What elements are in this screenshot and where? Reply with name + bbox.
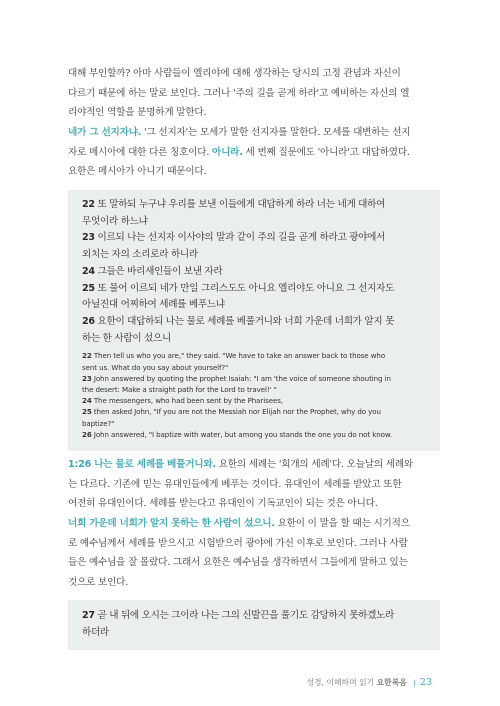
verse-23-korean [82, 230, 428, 263]
verse-number: 22 [82, 351, 92, 361]
verse-text: 외치는 자의 소리로라 하니라 [82, 249, 198, 261]
paragraph-prophet [68, 123, 432, 182]
verse-text: baptize?" [82, 418, 115, 428]
highlight-heading: 너희 가운데 너희가 알지 못하는 한 사람이 섰으니. [68, 518, 275, 529]
verse-text: Then tell us who you are," they said. "We have to take an answer back to those who [93, 351, 386, 361]
verse-text: 요한이 대답하되 나는 물로 세례를 베풀거니와 너희 가운데 너희가 알지 못 [97, 315, 395, 327]
verse-text: 하는 한 사람이 섰으니 [82, 332, 171, 344]
verse-number: 25 [82, 407, 92, 417]
text-line: 대해 부인할까? 아마 사람들이 엘리야에 대해 생각하는 당시의 고정 관념과 자신이 [68, 68, 401, 79]
paragraph-among-you [68, 514, 432, 593]
text-line: 여전히 유대인이다. 세례를 받는다고 유대인이 기독교인이 되는 것은 아니다. [68, 498, 378, 510]
verse-text: 무엇이라 하느냐 [82, 215, 148, 227]
book-series-title: 성경, 이해하며 읽기 [306, 678, 375, 687]
text-span: 세 번째 질문에도 '아니라'고 대답하였다. [242, 146, 410, 158]
text-line: 는 다르다. 기존에 믿는 유대인들에게 베푸는 것이다. 유대인이 세례를 받았고 또한 [68, 478, 402, 490]
highlight-heading: 1:26 나는 물로 세례를 베풀거니와. [68, 459, 216, 470]
verse-25-english [82, 406, 428, 428]
verse-27-korean [82, 608, 428, 641]
text-span: 자로 메시아에 대한 다른 칭호이다. [68, 146, 213, 158]
text-span: 요한의 세례는 '회개의 세례'다. 오늘날의 세례와 [215, 459, 413, 470]
verse-text: then asked John, "If you are not the Messiah nor Elijah nor the Prophet, why do you [93, 407, 381, 417]
verse-text: John answered, "I baptize with water, but among you stands the one you do not know. [93, 429, 393, 439]
verse-text: 곧 내 뒤에 오시는 그이라 나는 그의 신발끈을 풀기도 감당하지 못하겠노라 [97, 610, 395, 621]
text-line: 들은 예수님을 잘 몰랐다. 그래서 요한은 예수님을 생각하면서 그들에게 말하고 있는 [68, 557, 408, 569]
text-line: 다르기 때문에 하는 말로 보인다. 그러나 '주의 길을 곧게 하라'고 예비하는 자신의 엘 [68, 87, 410, 99]
verse-26-english [82, 429, 428, 440]
scripture-box-verses-22-26 [68, 190, 440, 451]
page-footer [300, 677, 432, 688]
paragraph-baptism [68, 455, 432, 514]
verse-26-korean [82, 314, 428, 347]
verse-number: 26 [82, 429, 92, 439]
highlight-heading: 네가 그 선지자냐. [68, 127, 142, 138]
text-line [68, 123, 432, 143]
highlight-heading: 아니라. [212, 146, 243, 158]
verse-text: 또 말하되 누구냐 우리를 보낸 이들에게 대답하게 하라 너는 네게 대하여 [97, 199, 386, 210]
verse-25-korean [82, 281, 428, 314]
verse-text: 아닐진대 어찌하여 세례를 베푸느냐 [82, 299, 225, 311]
verse-22-korean [82, 197, 428, 230]
verse-24-korean [82, 264, 428, 281]
verse-text: 또 물어 이르되 네가 만일 그리스도도 아니요 엘리야도 아니요 그 선지자도 [97, 282, 395, 294]
text-line: 요한은 메시아가 아니기 때문이다. [68, 166, 207, 178]
verse-23-english [82, 373, 428, 395]
text-line: 로 예수님께서 세례를 받으시고 시험받으러 광야에 가신 이후로 보인다. 그러나 사람 [68, 537, 408, 549]
text-line [68, 455, 432, 475]
verse-number: 24 [82, 396, 92, 406]
verse-number: 22 [82, 199, 95, 210]
text-line [68, 143, 432, 163]
text-span: '그 선지자'는 모세가 말한 선지자를 말한다. 모세를 대변하는 선지 [141, 127, 411, 138]
paragraph-intro [68, 64, 432, 123]
scripture-box-verse-27 [68, 600, 440, 650]
page-number: 23 [419, 677, 432, 688]
verse-number: 25 [82, 282, 95, 294]
verse-text: John answered by quoting the prophet Isaiah: "I am 'the voice of someone shouting in [93, 373, 391, 383]
text-span: 요한이 이 말을 할 때는 시기적으 [274, 518, 410, 529]
verse-24-english [82, 395, 428, 406]
text-line: 리야적인 역할을 분명하게 말한다. [68, 107, 207, 119]
verse-text: the desert: Make a straight path for the Lord to travel!' " [82, 384, 277, 394]
verse-number: 23 [82, 232, 95, 244]
verse-22-english [82, 350, 428, 372]
verse-text: The messengers, who had been sent by the Pharisees, [93, 396, 283, 406]
text-line: 것으로 보인다. [68, 577, 129, 589]
verse-text: 하더라 [82, 626, 109, 638]
verse-text: 이르되 나는 선지자 이사야의 말과 같이 주의 길을 곧게 하라고 광야에서 [97, 232, 386, 244]
verse-number: 27 [82, 610, 95, 621]
verse-text: sent us. What do you say about yourself?" [82, 362, 229, 372]
verse-number: 24 [82, 265, 95, 277]
book-name: 요한복음 [376, 678, 407, 687]
verse-number: 26 [82, 315, 95, 327]
verse-number: 23 [82, 373, 92, 383]
verse-text: 그들은 바리새인들이 보낸 자라 [97, 265, 223, 277]
text-line [68, 514, 432, 534]
footer-separator: | [413, 678, 416, 687]
